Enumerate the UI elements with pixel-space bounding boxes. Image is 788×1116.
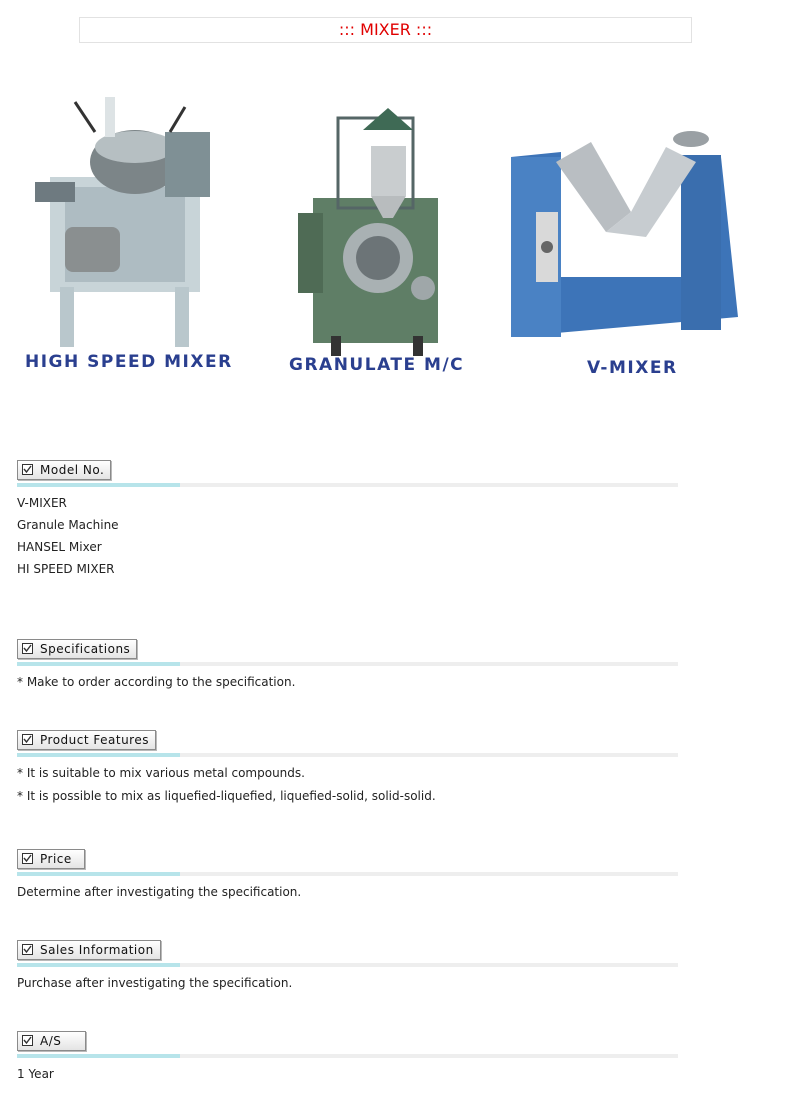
model-no-content xyxy=(17,492,119,580)
section-divider xyxy=(17,483,678,487)
as-item: 1 Year xyxy=(17,1067,54,1081)
specifications-tab[interactable] xyxy=(17,639,137,659)
section-divider xyxy=(17,753,678,757)
product-features-content xyxy=(17,762,436,807)
product-caption-high-speed-mixer: HIGH SPEED MIXER xyxy=(25,352,233,372)
high-speed-mixer-photo xyxy=(25,92,235,352)
product-features-item: * It is possible to mix as liquefied-liquefied, liquefied-solid, solid-solid. xyxy=(17,789,436,803)
page-title: ::: MIXER ::: xyxy=(79,17,692,43)
specifications-item: * Make to order according to the specification. xyxy=(17,675,296,689)
section-divider xyxy=(17,1054,678,1058)
sales-information-label: Sales Information xyxy=(40,943,154,957)
as-label: A/S xyxy=(40,1034,62,1048)
price-item: Determine after investigating the specification. xyxy=(17,885,302,899)
price-tab[interactable] xyxy=(17,849,85,869)
product-caption-granulate-machine: GRANULATE M/C xyxy=(289,355,465,375)
model-no-tab[interactable] xyxy=(17,460,111,480)
model-no-item: V-MIXER xyxy=(17,496,67,510)
checkbox-icon xyxy=(22,734,33,745)
sales-information-item: Purchase after investigating the specification. xyxy=(17,976,293,990)
checkbox-icon xyxy=(22,464,33,475)
product-features-tab[interactable] xyxy=(17,730,156,750)
checkbox-icon xyxy=(22,643,33,654)
sales-information-content xyxy=(17,972,292,994)
checkbox-icon xyxy=(22,853,33,864)
checkbox-icon xyxy=(22,944,33,955)
specifications-label: Specifications xyxy=(40,642,131,656)
model-no-label: Model No. xyxy=(40,463,105,477)
section-divider xyxy=(17,872,678,876)
product-features-label: Product Features xyxy=(40,733,149,747)
as-tab[interactable] xyxy=(17,1031,86,1051)
section-divider xyxy=(17,963,678,967)
price-content xyxy=(17,881,301,903)
checkbox-icon xyxy=(22,1035,33,1046)
section-divider xyxy=(17,662,678,666)
product-caption-v-mixer: V-MIXER xyxy=(587,358,678,378)
v-mixer-photo xyxy=(506,127,739,345)
granulate-machine-photo xyxy=(293,98,443,360)
product-features-item: * It is suitable to mix various metal compounds. xyxy=(17,766,305,780)
sales-information-tab[interactable] xyxy=(17,940,161,960)
model-no-item: Granule Machine xyxy=(17,518,119,532)
price-label: Price xyxy=(40,852,72,866)
model-no-item: HANSEL Mixer xyxy=(17,540,102,554)
model-no-item: HI SPEED MIXER xyxy=(17,562,115,576)
specifications-content xyxy=(17,671,295,693)
as-content xyxy=(17,1063,54,1085)
